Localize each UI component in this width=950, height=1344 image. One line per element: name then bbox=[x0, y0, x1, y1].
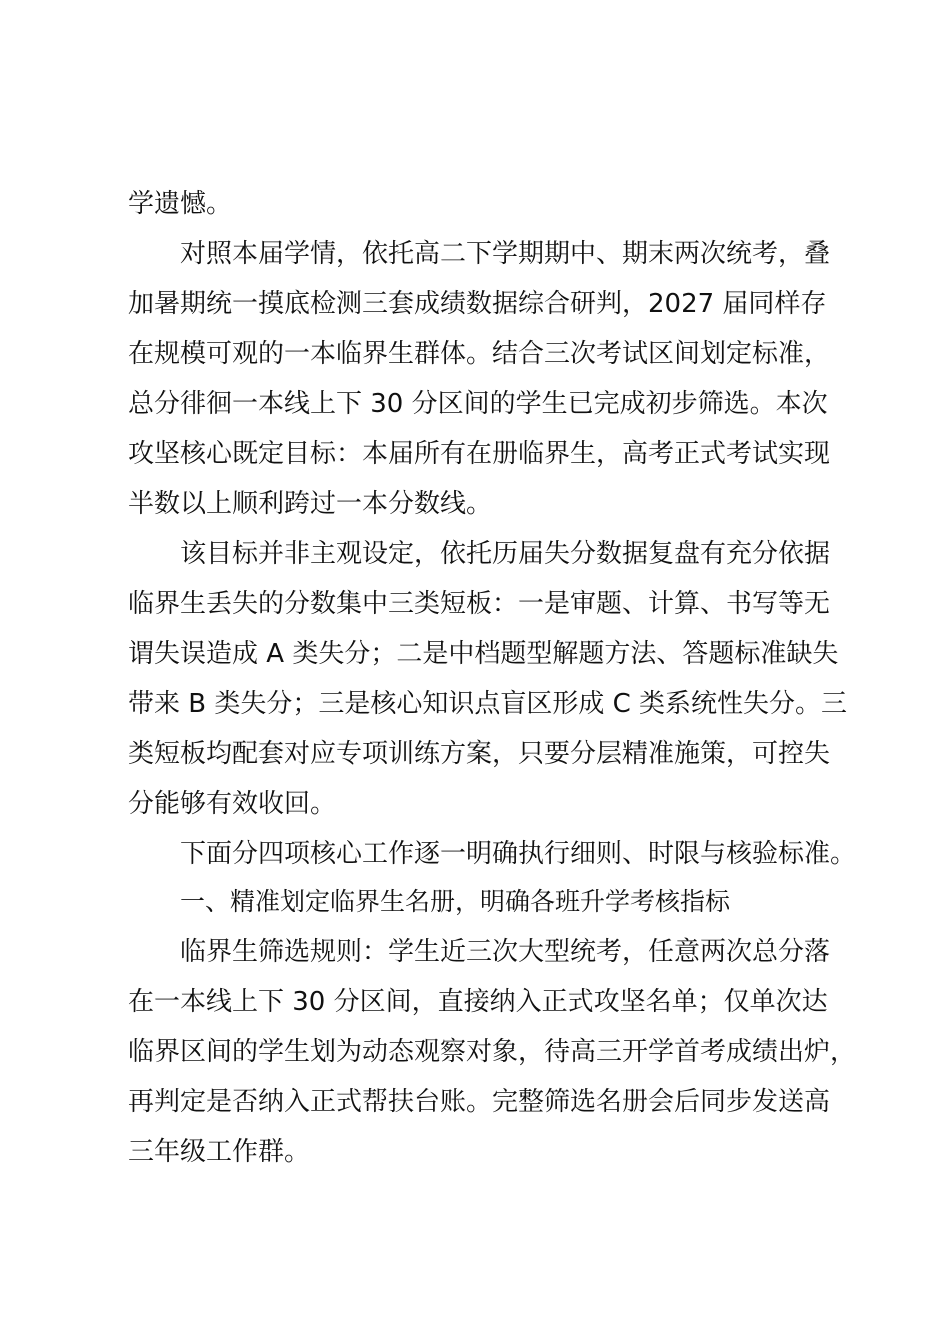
paragraph-line: 该目标并非主观设定，依托历届失分数据复盘有充分依据 bbox=[180, 539, 831, 569]
paragraph-line: 在一本线上下 30 分区间，直接纳入正式攻坚名单；仅单次达 bbox=[128, 987, 828, 1017]
paragraph-line: 临界区间的学生划为动态观察对象，待高三开学首考成绩出炉， bbox=[128, 1037, 857, 1067]
paragraph-line: 对照本届学情，依托高二下学期期中、期末两次统考，叠 bbox=[180, 239, 831, 269]
paragraph-line: 再判定是否纳入正式帮扶台账。完整筛选名册会后同步发送高 bbox=[128, 1087, 831, 1117]
paragraph-line: 带来 B 类失分；三是核心知识点盲区形成 C 类系统性失分。三 bbox=[128, 689, 848, 719]
paragraph-line: 下面分四项核心工作逐一明确执行细则、时限与核验标准。 bbox=[180, 839, 857, 869]
paragraph-line: 半数以上顺利跨过一本分数线。 bbox=[128, 489, 493, 519]
section-heading: 一、精准划定临界生名册，明确各班升学考核指标 bbox=[180, 887, 731, 916]
paragraph-line: 攻坚核心既定目标：本届所有在册临界生，高考正式考试实现 bbox=[128, 439, 831, 469]
paragraph-line: 分能够有效收回。 bbox=[128, 789, 337, 819]
paragraph-line: 在规模可观的一本临界生群体。结合三次考试区间划定标准， bbox=[128, 339, 831, 369]
paragraph-line: 临界生筛选规则：学生近三次大型统考，任意两次总分落 bbox=[180, 937, 831, 967]
paragraph-line: 临界生丢失的分数集中三类短板：一是审题、计算、书写等无 bbox=[128, 589, 831, 619]
paragraph-line: 三年级工作群。 bbox=[128, 1137, 311, 1167]
paragraph-line: 谓失误造成 A 类失分；二是中档题型解题方法、答题标准缺失 bbox=[128, 639, 839, 669]
paragraph-line: 加暑期统一摸底检测三套成绩数据综合研判，2027 届同样存 bbox=[128, 289, 827, 319]
paragraph-line: 学遗憾。 bbox=[128, 189, 233, 219]
paragraph-line: 总分徘徊一本线上下 30 分区间的学生已完成初步筛选。本次 bbox=[128, 389, 828, 419]
paragraph-line: 类短板均配套对应专项训练方案，只要分层精准施策，可控失 bbox=[128, 739, 831, 769]
